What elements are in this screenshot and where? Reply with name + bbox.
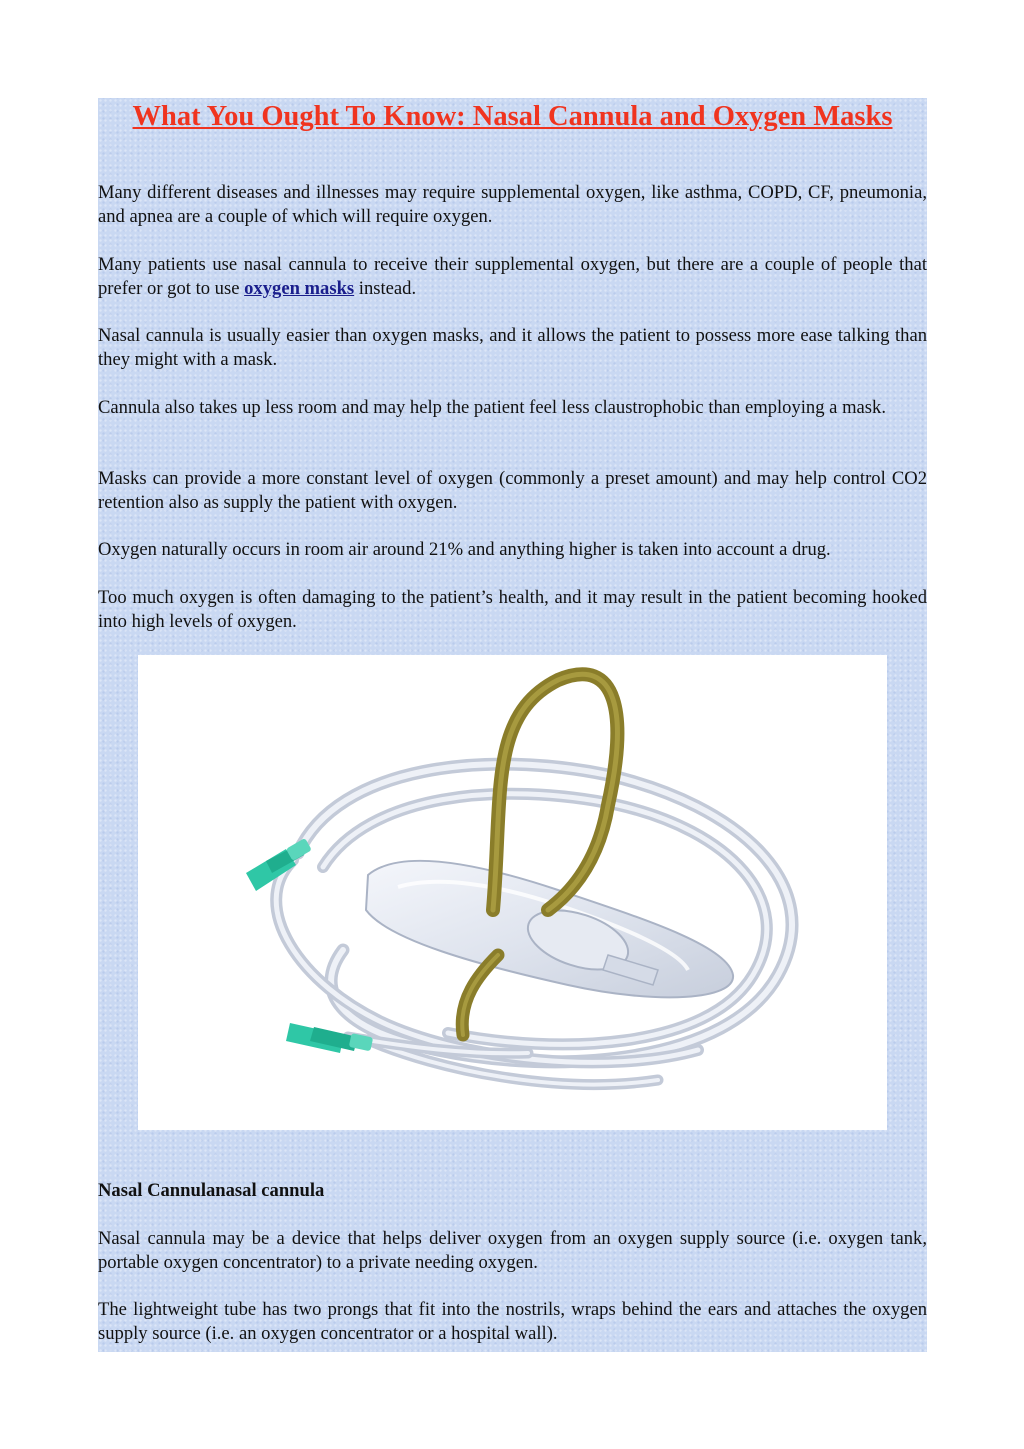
paragraph-3: Nasal cannula is usually easier than oxygen masks, and it allows the patient to possess more ease talking than they might with a mask. <box>98 325 927 370</box>
paragraph-1: Many different diseases and illnesses may require supplemental oxygen, like asthma, COPD, CF, pneumonia, and apnea are a couple of which will require oxygen. <box>98 182 927 227</box>
article-title: What You Ought To Know: Nasal Cannula and Oxygen Masks <box>132 101 893 132</box>
paragraph-2-text: Many patients use nasal cannula to receive their supplemental oxygen, but there are a couple of people that prefer or got to use <box>98 254 927 299</box>
oxygen-mask-illustration <box>138 655 887 1130</box>
section-paragraph-1: Nasal cannula may be a device that helps deliver oxygen from an oxygen supply source (i.e. oxygen tank, portable oxygen concentrator) to a private needing oxygen. <box>98 1228 927 1273</box>
paragraph-2 <box>98 253 927 301</box>
document-page <box>98 98 927 1352</box>
paragraph-5: Masks can provide a more constant level of oxygen (commonly a preset amount) and may help control CO2 retention also as supply the patient with oxygen. <box>98 468 927 513</box>
paragraph-4: Cannula also takes up less room and may help the patient feel less claustrophobic than employing a mask. <box>98 397 886 418</box>
paragraph-6: Oxygen naturally occurs in room air around 21% and anything higher is taken into account a drug. <box>98 539 831 560</box>
oxygen-masks-link[interactable]: oxygen masks <box>244 278 355 299</box>
section-paragraph-2: The lightweight tube has two prongs that fit into the nostrils, wraps behind the ears and attaches the oxygen supply source (i.e. an oxygen concentrator or a hospital wall). <box>98 1299 927 1344</box>
paragraph-7: Too much oxygen is often damaging to the patient’s health, and it may result in the patient becoming hooked into high levels of oxygen. <box>98 587 927 632</box>
paragraph-2-suffix: instead. <box>354 278 417 299</box>
mask-body <box>366 861 733 998</box>
section-subheading: Nasal Cannulanasal cannula <box>98 1180 325 1201</box>
oxygen-mask-photo <box>138 655 887 1130</box>
